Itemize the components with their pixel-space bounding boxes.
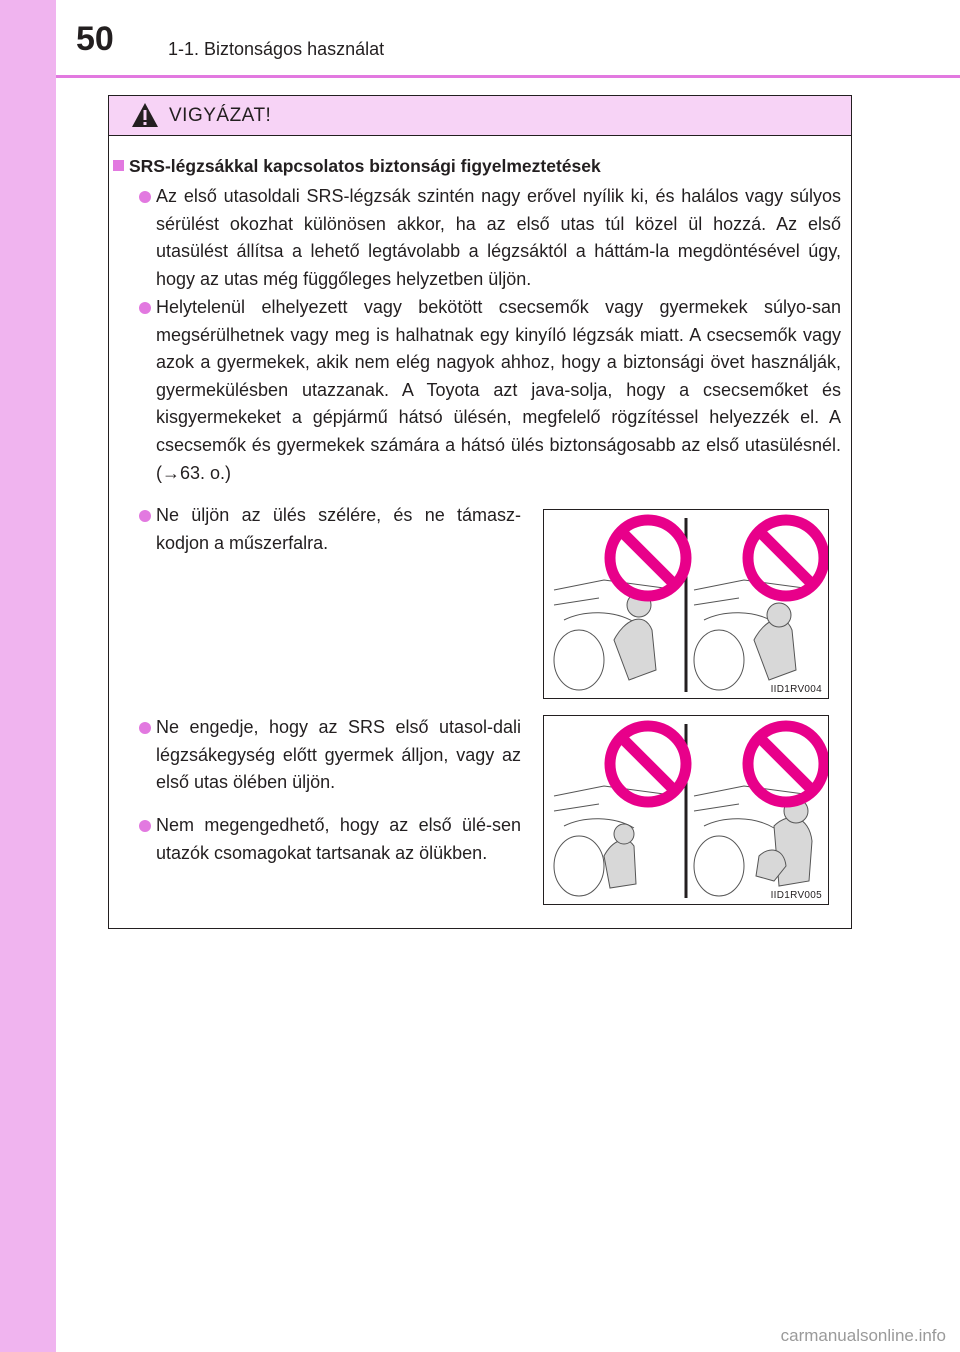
list-item [156,714,521,797]
section-title: 1-1. Biztonságos használat [168,39,385,59]
bullet-dot-icon [139,302,151,314]
illustration-drawing [544,716,828,904]
illustration-code: IID1RV004 [770,684,822,695]
header-divider [56,75,960,78]
prohibition-icon [748,726,824,802]
bullet-dot-icon [139,191,151,203]
warning-title: VIGYÁZAT! [169,105,272,126]
watermark[interactable]: carmanualsonline.info [780,1326,946,1345]
illustration-child-in-front [543,715,829,905]
warning-box [108,95,852,929]
bullet-dot-icon [139,820,151,832]
section-heading [113,156,601,177]
bullet-text: Ne üljön az ülés szélére, és ne támasz-kodjon a műszerfalra. [156,505,521,553]
warning-triangle-icon [131,102,159,128]
prohibition-icon [610,726,686,802]
bullet-text: Helytelenül elhelyezett vagy bekötött csecsemők vagy gyermekek súlyo-san megsérülhetnek vagy meg is halhatnak egy kinyíló légzsák miatt. A csecsemők vagy azok a gyermekek, akik nem elég nagyok ahhoz, hogy a biztonsági övet használják, gyermekülésben utazzanak. A Toyota azt java-solja, hogy a csecsemőket és kisgyermekeket a gépjármű hátsó ülésén, megfelelő rögzítéssel helyezzék el. A csecsemők és gyermekek számára a hátsó ülés biztonságosabb az első utasülésnél. (→63. o.) [156,297,841,483]
bullet-text: Az első utasoldali SRS-légzsák szintén nagy erővel nyílik ki, és halálos vagy súlyos sérülést okozhat különösen akkor, ha az első utas túl közel ül hozzá. Az első utasülést állítsa a lehető legtávolabb a légzsáktól a háttám-la megdöntésével úgy, hogy az utas még függőleges helyzetben üljön. [156,186,841,289]
prohibition-icon [610,520,686,596]
page-number: 50 [76,20,114,58]
bullet-text: Ne engedje, hogy az SRS első utasol-dali légzsákegység előtt gyermek álljon, vagy az első utas ölében üljön. [156,717,521,793]
illustration-drawing [544,510,828,698]
list-item [156,294,841,487]
prohibition-icon [748,520,824,596]
heading-text: SRS-légzsákkal kapcsolatos biztonsági figyelmeztetések [129,156,601,176]
bullet-dot-icon [139,510,151,522]
bullet-dot-icon [139,722,151,734]
list-item [156,502,521,557]
side-tab-bar [0,0,56,1352]
list-item [156,812,521,867]
illustration-code: IID1RV005 [770,890,822,901]
warning-header [109,96,851,136]
illustration-seat-edge [543,509,829,699]
heading-square-icon [113,160,124,171]
bullet-text: Nem megengedhető, hogy az első ülé-sen utazók csomagokat tartsanak az ölükben. [156,815,521,863]
list-item [156,183,841,293]
